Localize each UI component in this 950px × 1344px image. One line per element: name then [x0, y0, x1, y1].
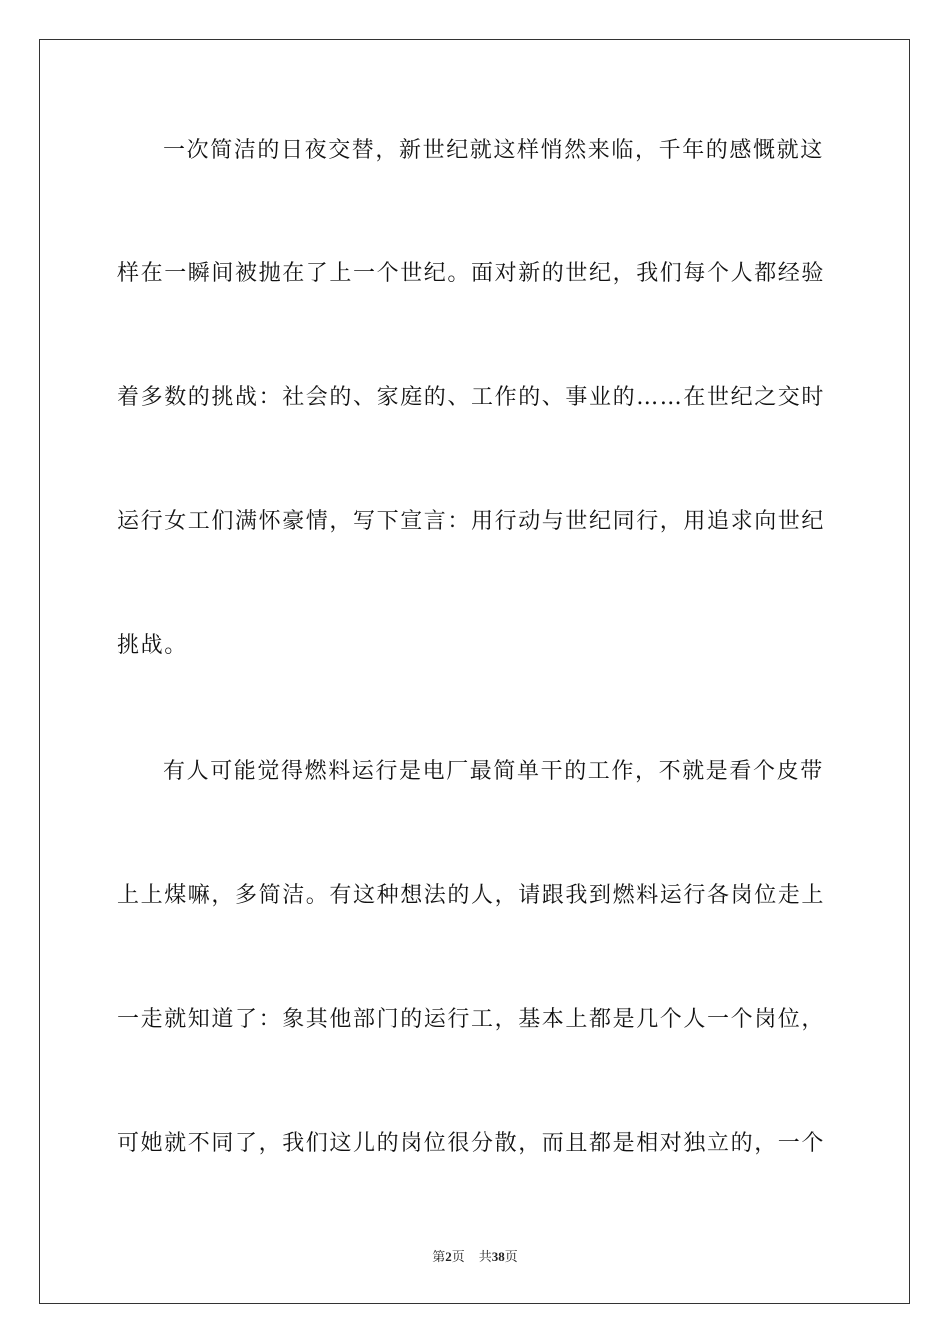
text-line: 上上煤嘛，多简洁。有这种想法的人，请跟我到燃料运行各岗位走上 [117, 883, 826, 908]
text-line: 样在一瞬间被抛在了上一个世纪。面对新的世纪，我们每个人都经验 [117, 261, 826, 286]
text-line: 着多数的挑战：社会的、家庭的、工作的、事业的……在世纪之交时 [117, 385, 826, 410]
page-footer [0, 1248, 950, 1267]
page-label-suffix: 页 [451, 1250, 465, 1265]
page-number: 2 [445, 1249, 452, 1264]
text-line: 运行女工们满怀豪情，写下宣言：用行动与世纪同行，用追求向世纪 [117, 509, 826, 534]
page-label-prefix: 第 [432, 1250, 446, 1265]
page-border [39, 39, 910, 1304]
total-label-suffix: 页 [504, 1250, 518, 1265]
text-line: 挑战。 [117, 633, 188, 658]
text-line: 一走就知道了：象其他部门的运行工，基本上都是几个人一个岗位， [117, 1007, 826, 1032]
total-label-prefix: 共 [478, 1250, 492, 1265]
text-line: 一次简洁的日夜交替，新世纪就这样悄然来临，千年的感慨就这 [163, 138, 824, 163]
text-line: 有人可能觉得燃料运行是电厂最简单干的工作，不就是看个皮带 [163, 759, 824, 784]
total-pages: 38 [491, 1249, 505, 1264]
text-line: 可她就不同了，我们这儿的岗位很分散，而且都是相对独立的，一个 [117, 1131, 826, 1156]
